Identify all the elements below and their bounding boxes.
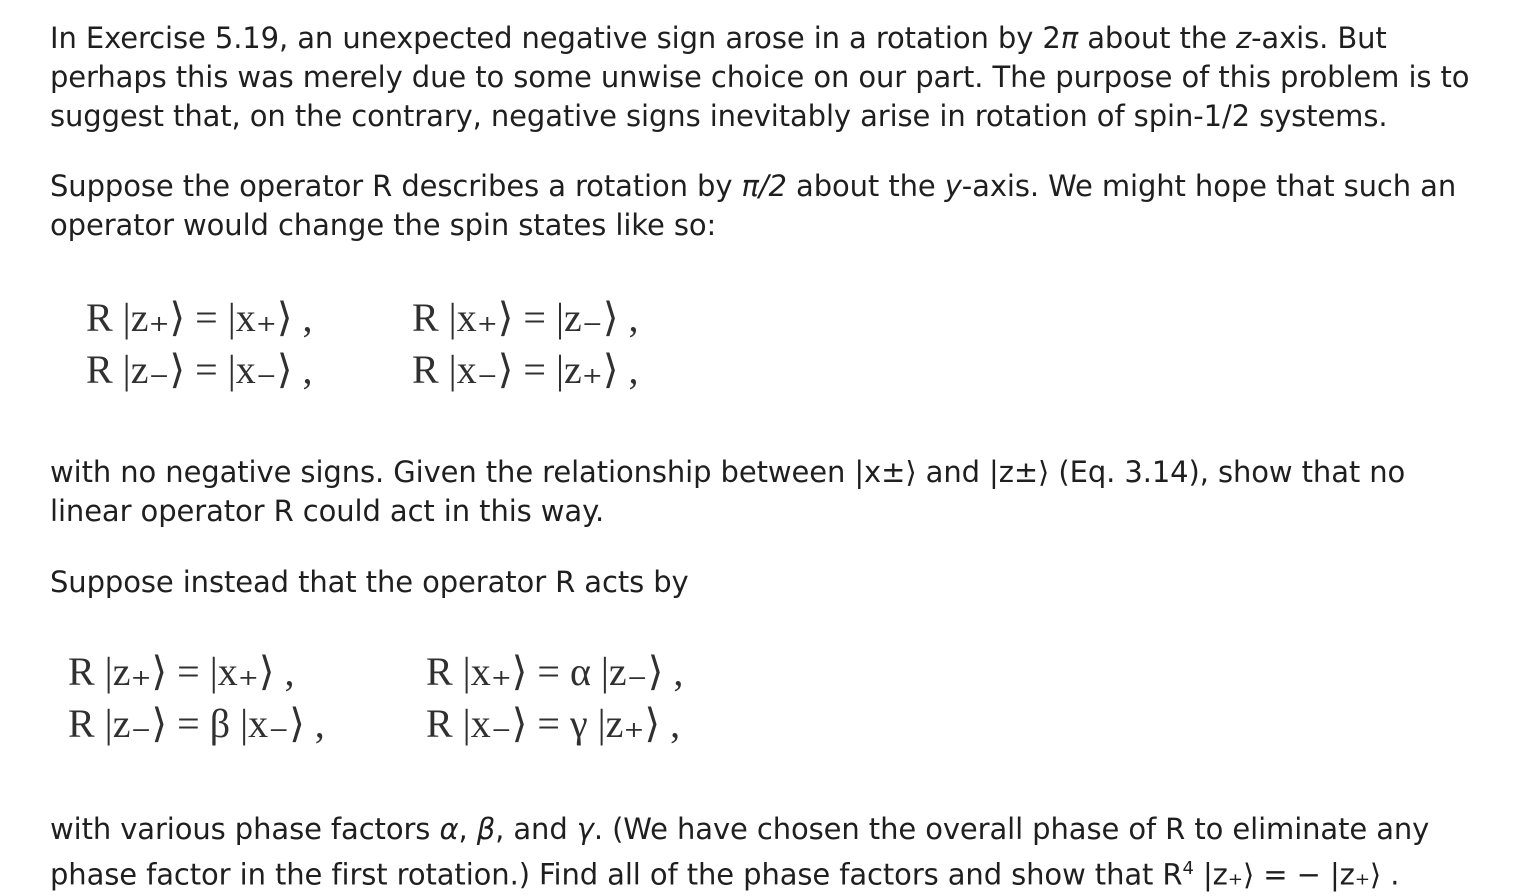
equation-row — [68, 700, 828, 752]
rotation-text-a: Suppose the operator R describes a rotation by — [50, 169, 742, 203]
ket-z-plus-right: |z₊⟩ — [1329, 857, 1382, 892]
beta-symbol: β — [476, 812, 496, 846]
phase-text-a: with various phase factors — [50, 812, 440, 846]
gamma-symbol: γ — [576, 812, 594, 846]
equation-row — [86, 346, 786, 398]
ket-z-plus-minus: |z±⟩ — [989, 455, 1050, 489]
equation-r-z-plus: R |z₊⟩ = |x₊⟩ , — [86, 295, 313, 340]
rotation-paragraph — [50, 167, 1490, 245]
phase-separator: , and — [495, 812, 577, 846]
z-axis-symbol: z — [1235, 21, 1252, 55]
pi-half-symbol: π/2 — [741, 169, 787, 203]
relationship-text-c: (Eq. 3.14), show that no linear operator R could act in this way. — [50, 455, 1406, 528]
final-period: . — [1381, 857, 1400, 892]
phase-text-b: . (We have chosen the overall phase of R to eliminate any phase factor in the first rotation.) Find all of the phase factors and show that R — [50, 812, 1430, 892]
intro-text-c: -axis. But perhaps this was merely due to some unwise choice on our part. The purpose of this problem is to suggest that, on the contrary, negative signs inevitably arise in rotation of spin-1/2 systems. — [50, 21, 1470, 133]
pi-symbol: π — [1060, 21, 1079, 55]
rotation-text-b: about the — [786, 169, 945, 203]
intro-text-b: about the — [1078, 21, 1236, 55]
equation-r-x-plus-alpha: R |x₊⟩ = α |z₋⟩ , — [426, 649, 684, 694]
suppose-instead-paragraph — [50, 563, 1490, 602]
equation-r-z-minus: R |z₋⟩ = |x₋⟩ , — [86, 347, 313, 392]
equation-r-x-plus: R |x₊⟩ = |z₋⟩ , — [412, 295, 639, 340]
equals-minus: = − — [1254, 857, 1330, 892]
phase-separator: , — [458, 812, 477, 846]
relationship-text-b: and — [916, 455, 990, 489]
intro-text-a: In Exercise 5.19, an unexpected negative sign arose in a rotation by 2 — [50, 21, 1061, 55]
equation-r-z-plus: R |z₊⟩ = |x₊⟩ , — [68, 649, 295, 694]
equation-row — [86, 294, 786, 346]
y-axis-symbol: y — [944, 169, 962, 203]
equation-r-x-minus: R |x₋⟩ = |z₊⟩ , — [412, 347, 639, 392]
phase-rotation-equations — [68, 648, 828, 752]
power-exponent: 4 — [1182, 858, 1194, 879]
hoped-rotation-equations — [86, 294, 786, 398]
ket-z-plus-left: |z₊⟩ — [1202, 857, 1255, 892]
phase-factors-paragraph — [50, 810, 1510, 895]
suppose-instead-text: Suppose instead that the operator R acts by — [50, 565, 689, 599]
ket-x-plus-minus: |x±⟩ — [854, 455, 917, 489]
equation-r-z-minus-beta: R |z₋⟩ = β |x₋⟩ , — [68, 701, 325, 746]
rotation-text-c: -axis. We might hope that such an operator would change the spin states like so: — [50, 169, 1457, 242]
relationship-text-a: with no negative signs. Given the relationship between — [50, 455, 855, 489]
intro-paragraph — [50, 19, 1490, 136]
alpha-symbol: α — [439, 812, 459, 846]
equation-r-x-minus-gamma: R |x₋⟩ = γ |z₊⟩ , — [426, 701, 681, 746]
no-linear-operator-paragraph — [50, 453, 1490, 531]
equation-row — [68, 648, 828, 700]
